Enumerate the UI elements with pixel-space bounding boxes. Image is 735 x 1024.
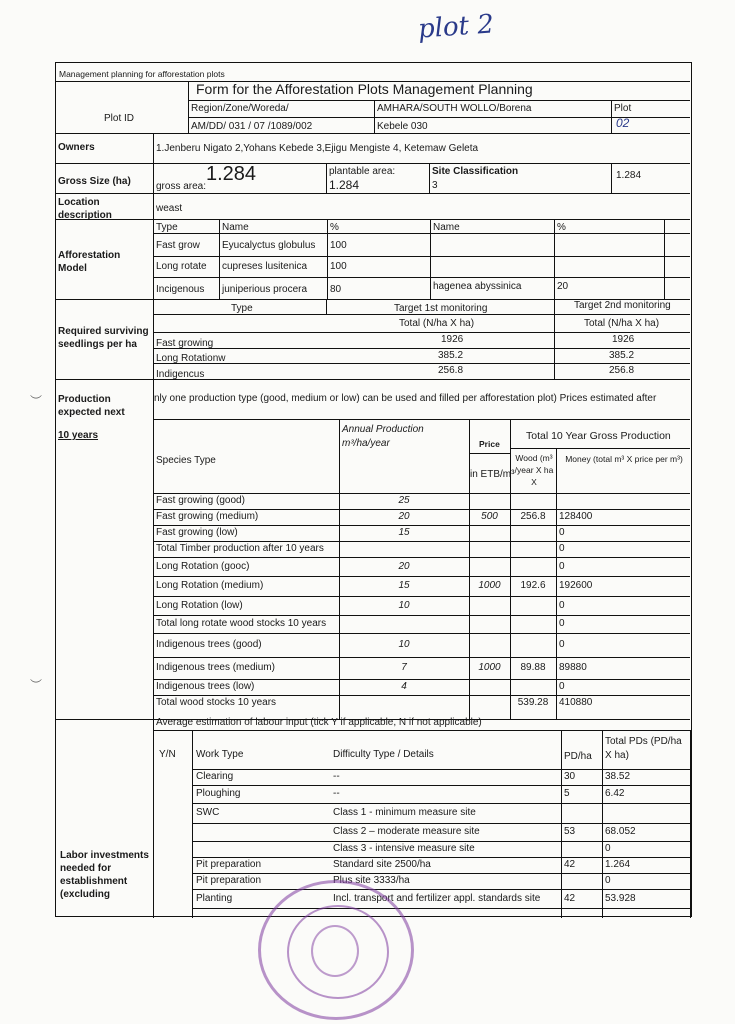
model-row-pct: 100 [330, 240, 347, 251]
row-divider [153, 679, 690, 680]
gross-size-label: Gross Size (ha) [58, 176, 131, 187]
labor-row-detail: Class 1 - minimum measure site [333, 807, 476, 818]
labor-row-total: 53.928 [605, 892, 636, 904]
seedlings-sub2: Total (N/ha X ha) [584, 318, 660, 329]
prod-row-species: Total Timber production after 10 years [156, 543, 324, 554]
location-label: Location description [58, 197, 112, 221]
model-row-pct: 80 [330, 284, 342, 295]
labor-row-detail: Class 2 – moderate measure site [333, 826, 480, 837]
prod-row-price: 1000 [478, 662, 501, 673]
model-row-pct2: 20 [557, 281, 569, 292]
prod-row-species: Fast growing (low) [156, 527, 238, 538]
prod-head-gross: Total 10 Year Gross Production [526, 430, 671, 442]
prod-row-money: 0 [559, 527, 565, 538]
margin-tick-mark: ︶ [30, 678, 43, 692]
prod-head-annual: Annual Production m³/ha/year [342, 424, 424, 449]
prod-row-annual: 15 [398, 527, 410, 538]
row-divider [153, 596, 690, 597]
prod-row-annual: 20 [398, 560, 410, 572]
afforestation-model-label: Afforestation Model [58, 250, 121, 274]
labor-row-total: 38.52 [605, 771, 631, 782]
labor-head-difficulty: Difficulty Type / Details [333, 749, 434, 760]
official-seal-stamp [258, 880, 414, 1020]
site-classification-label: Site Classification [432, 166, 519, 177]
prod-row-species: Long Rotation (gooc) [156, 560, 250, 572]
seedlings-label: Required surviving seedlings per ha [58, 326, 149, 350]
labor-row-pdha: 5 [564, 788, 570, 799]
labor-row-total: 1.264 [605, 859, 631, 870]
afforestation-form [55, 62, 692, 917]
production-label: Production expected next [58, 394, 125, 418]
model-row-pct: 100 [330, 261, 347, 272]
labor-row-detail: Class 3 - intensive measure site [333, 843, 475, 854]
seedlings-row-target1: 1926 [441, 334, 464, 345]
prod-row-wood: 89.88 [520, 662, 546, 673]
prod-row-annual: 20 [398, 511, 410, 522]
row-divider [192, 785, 690, 786]
date-code: AM/DD/ 031 / 07 /1089/002 [191, 121, 313, 132]
labor-head-yn: Y/N [159, 749, 176, 760]
site-classification-value: 3 [432, 180, 438, 191]
model-row-type: Fast grow [156, 240, 200, 251]
prod-row-annual: 15 [398, 580, 410, 591]
row-divider [192, 803, 690, 804]
row-divider [192, 823, 690, 824]
seedlings-row-type: Indigencus [156, 369, 205, 380]
prod-head-price: Price [479, 439, 500, 449]
seedlings-row-target1: 385.2 [438, 350, 464, 361]
prod-row-wood: 192.6 [520, 580, 546, 591]
labor-head-work: Work Type [196, 749, 244, 760]
row-divider [153, 615, 690, 616]
labor-row-total: 0 [605, 875, 611, 886]
location-value: weast [156, 203, 183, 214]
prod-row-species: Long Rotation (medium) [156, 580, 264, 591]
labor-label: Labor investments needed for establishment (excluding [60, 850, 149, 900]
prod-row-money: 0 [559, 543, 565, 554]
labor-row-work: Pit preparation [196, 875, 262, 886]
model-head-name: Name [222, 222, 249, 233]
prod-row-species: Total wood stocks 10 years [156, 697, 277, 708]
row-divider [153, 695, 690, 696]
seedlings-head-type: Type [231, 303, 253, 314]
row-divider [192, 889, 690, 890]
prod-row-money: 192600 [559, 580, 593, 591]
region-label: Region/Zone/Woreda/ [191, 103, 289, 114]
plot-label: Plot [614, 103, 632, 114]
row-divider [192, 873, 690, 874]
prod-row-species: Indigenous trees (good) [156, 639, 262, 650]
owners-label: Owners [58, 142, 95, 153]
model-row-name: Eyucalyctus globulus [222, 240, 316, 251]
prod-row-annual: 10 [398, 599, 410, 611]
prod-row-annual: 4 [401, 681, 407, 692]
labor-row-pdha: 30 [564, 771, 576, 782]
labor-row-total: 68.052 [605, 826, 636, 837]
seedlings-sub1: Total (N/ha X ha) [399, 318, 475, 329]
seedlings-row-target2: 256.8 [609, 365, 635, 376]
row-divider [153, 509, 690, 510]
labor-row-work: Pit preparation [196, 859, 262, 870]
seedlings-head-target1: Target 1st monitoring [394, 303, 488, 314]
labor-row-pdha: 42 [564, 892, 576, 904]
prod-row-money: 0 [559, 560, 565, 572]
production-years: 10 years [58, 430, 99, 441]
model-row-type: Long rotate [156, 261, 207, 272]
row-divider [153, 541, 690, 542]
header-note: Management planning for afforestation plots [59, 69, 225, 79]
labor-row-pdha: 42 [564, 859, 576, 870]
labor-row-detail: Incl. transport and fertilizer appl. standards site [333, 892, 541, 904]
seedlings-head-target2: Target 2nd monitoring [574, 300, 671, 311]
prod-row-annual: 10 [398, 639, 410, 650]
model-head-pct: % [330, 222, 339, 233]
prod-row-species: Total long rotate wood stocks 10 years [156, 618, 327, 629]
plantable-area-value: 1.284 [329, 178, 360, 192]
model-row-name: juniperious procera [222, 284, 308, 295]
emblem-icon [311, 925, 359, 977]
labor-row-total: 6.42 [605, 788, 625, 799]
row-divider [192, 841, 690, 842]
handwritten-plot-note: plot 2 [417, 9, 495, 45]
model-row-name: cupreses lusitenica [222, 261, 308, 272]
gross-area-value: 1.284 [206, 163, 257, 185]
prod-row-price: 500 [481, 511, 498, 522]
labor-head-total: Total PDs (PD/ha X ha) [605, 736, 682, 761]
prod-row-species: Indigenous trees (medium) [156, 662, 275, 673]
labor-row-work: Ploughing [196, 788, 241, 799]
model-head-type: Type [156, 222, 178, 233]
labor-note: Average estimation of labour input (tick Y if applicable, N if not applicable) [156, 717, 482, 728]
row-divider [153, 525, 690, 526]
plot-number-handwritten: 02 [616, 116, 630, 130]
seedlings-row-target2: 1926 [612, 334, 635, 345]
model-row-type: Incigenous [156, 284, 205, 295]
labor-row-detail: -- [333, 771, 340, 782]
row-divider [153, 633, 690, 634]
row-divider [192, 908, 690, 909]
row-divider [153, 557, 690, 558]
plot-id-label: Plot ID [104, 113, 135, 124]
kebele-value: Kebele 030 [377, 121, 428, 132]
labor-row-total: 0 [605, 843, 611, 854]
prod-row-money: 0 [559, 639, 565, 650]
gross-area-label: gross area: [156, 181, 207, 192]
form-title: Form for the Afforestation Plots Management Planning [196, 81, 533, 97]
prod-row-money: 410880 [559, 697, 593, 708]
margin-tick-mark: ︶ [30, 394, 43, 408]
model-head-pct2: % [557, 222, 566, 233]
prod-head-species: Species Type [156, 455, 216, 466]
prod-row-price: 1000 [478, 580, 501, 591]
labor-row-work: Clearing [196, 771, 234, 782]
plantable-area-label: plantable area: [329, 166, 396, 177]
prod-row-money: 0 [559, 618, 565, 629]
prod-row-species: Long Rotation (low) [156, 599, 243, 611]
prod-head-etb: in ETB/m³ [470, 469, 515, 480]
prod-head-money: Money (total m³ X price per m³) [565, 454, 683, 464]
labor-row-detail: Standard site 2500/ha [333, 859, 431, 870]
row-divider [153, 576, 690, 577]
prod-row-annual: 25 [398, 495, 410, 506]
site-area-value: 1.284 [616, 170, 642, 181]
prod-row-annual: 7 [401, 662, 407, 673]
labor-head-pdha: PD/ha [564, 751, 592, 762]
owners-value: 1.Jenberu Nigato 2,Yohans Kebede 3,Ejigu Mengiste 4, Ketemaw Geleta [156, 143, 479, 154]
seedlings-row-target1: 256.8 [438, 365, 464, 376]
seedlings-row-type: Long Rotationw [156, 353, 226, 364]
labor-row-work: SWC [196, 807, 220, 818]
region-value: AMHARA/SOUTH WOLLO/Borena [377, 103, 532, 114]
prod-row-money: 89880 [559, 662, 587, 673]
prod-row-species: Fast growing (medium) [156, 511, 259, 522]
prod-row-species: Fast growing (good) [156, 495, 245, 506]
prod-head-wood: Wood (m³ /year X ha X [514, 453, 554, 487]
prod-row-species: Indigenous trees (low) [156, 681, 255, 692]
prod-row-money: 128400 [559, 511, 593, 522]
labor-row-work: Planting [196, 892, 233, 904]
prod-row-wood: 539.28 [517, 697, 549, 708]
row-divider [153, 657, 690, 658]
row-divider [192, 857, 690, 858]
model-head-name2: Name [433, 222, 460, 233]
production-note: nly one production type (good, medium or low) can be used and filled per afforestation plot) Prices estimated after [154, 393, 657, 404]
prod-row-money: 0 [559, 681, 565, 692]
seedlings-row-target2: 385.2 [609, 350, 635, 361]
labor-row-detail: Plus site 3333/ha [333, 875, 410, 886]
seedlings-row-type: Fast growing [156, 338, 214, 349]
prod-row-wood: 256.8 [520, 511, 546, 522]
model-row-name2: hagenea abyssinica [433, 281, 522, 292]
labor-row-pdha: 53 [564, 826, 576, 837]
prod-row-money: 0 [559, 599, 565, 611]
labor-row-detail: -- [333, 788, 340, 799]
